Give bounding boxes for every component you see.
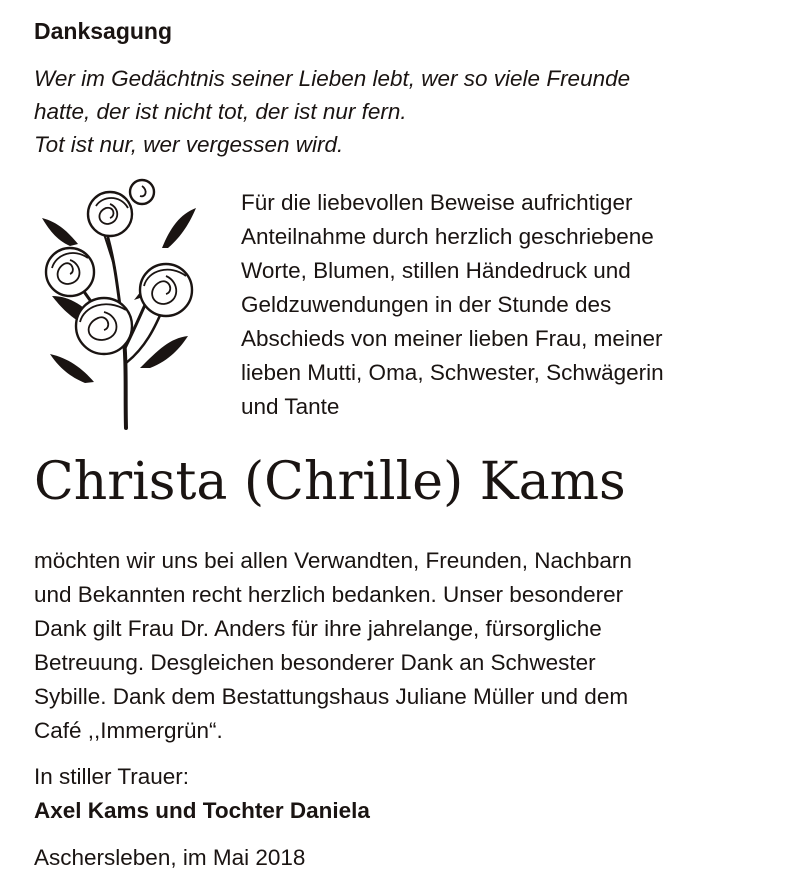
intro-line: Für die liebevollen Beweise aufrichtiger [241,190,633,215]
intro-line: Worte, Blumen, stillen Händedruck und [241,258,631,283]
page-title: Danksagung [34,18,173,44]
intro-line: Abschieds von meiner lieben Frau, meiner [241,326,663,351]
deceased-name: Christa (Chrille) Kams [34,452,626,512]
thanks-line: möchten wir uns bei allen Verwandten, Freunden, Nachbarn [34,548,632,573]
quote-line: Wer im Gedächtnis seiner Lieben lebt, wer so viele Freunde [34,66,631,91]
place-date: Aschersleben, im Mai 2018 [34,845,306,870]
thanks-line: Sybille. Dank dem Bestattungshaus Juliane Müller und dem [34,684,629,709]
intro-text [241,186,664,424]
mourning-label: In stiller Trauer: [34,764,190,789]
quote-line: hatte, der ist nicht tot, der ist nur fern. [34,99,407,124]
intro-line: Anteilnahme durch herzlich geschriebene [241,224,654,249]
thanks-line: Betreuung. Desgleichen besonderer Dank an Schwester [34,650,596,675]
intro-line: lieben Mutti, Oma, Schwester, Schwägerin [241,360,664,385]
thanks-line: und Bekannten recht herzlich bedanken. Unser besonderer [34,582,624,607]
thanks-text [34,544,632,748]
quote-line: Tot ist nur, wer vergessen wird. [34,132,344,157]
thanks-line: Dank gilt Frau Dr. Anders für ihre jahrelange, fürsorgliche [34,616,602,641]
memorial-quote [34,62,630,161]
intro-line: Geldzuwendungen in der Stunde des [241,292,612,317]
signers: Axel Kams und Tochter Daniela [34,798,370,823]
thanks-line: Café ,,Immergrün“. [34,718,223,743]
intro-line: und Tante [241,394,340,419]
roses-bouquet-icon [30,178,206,430]
